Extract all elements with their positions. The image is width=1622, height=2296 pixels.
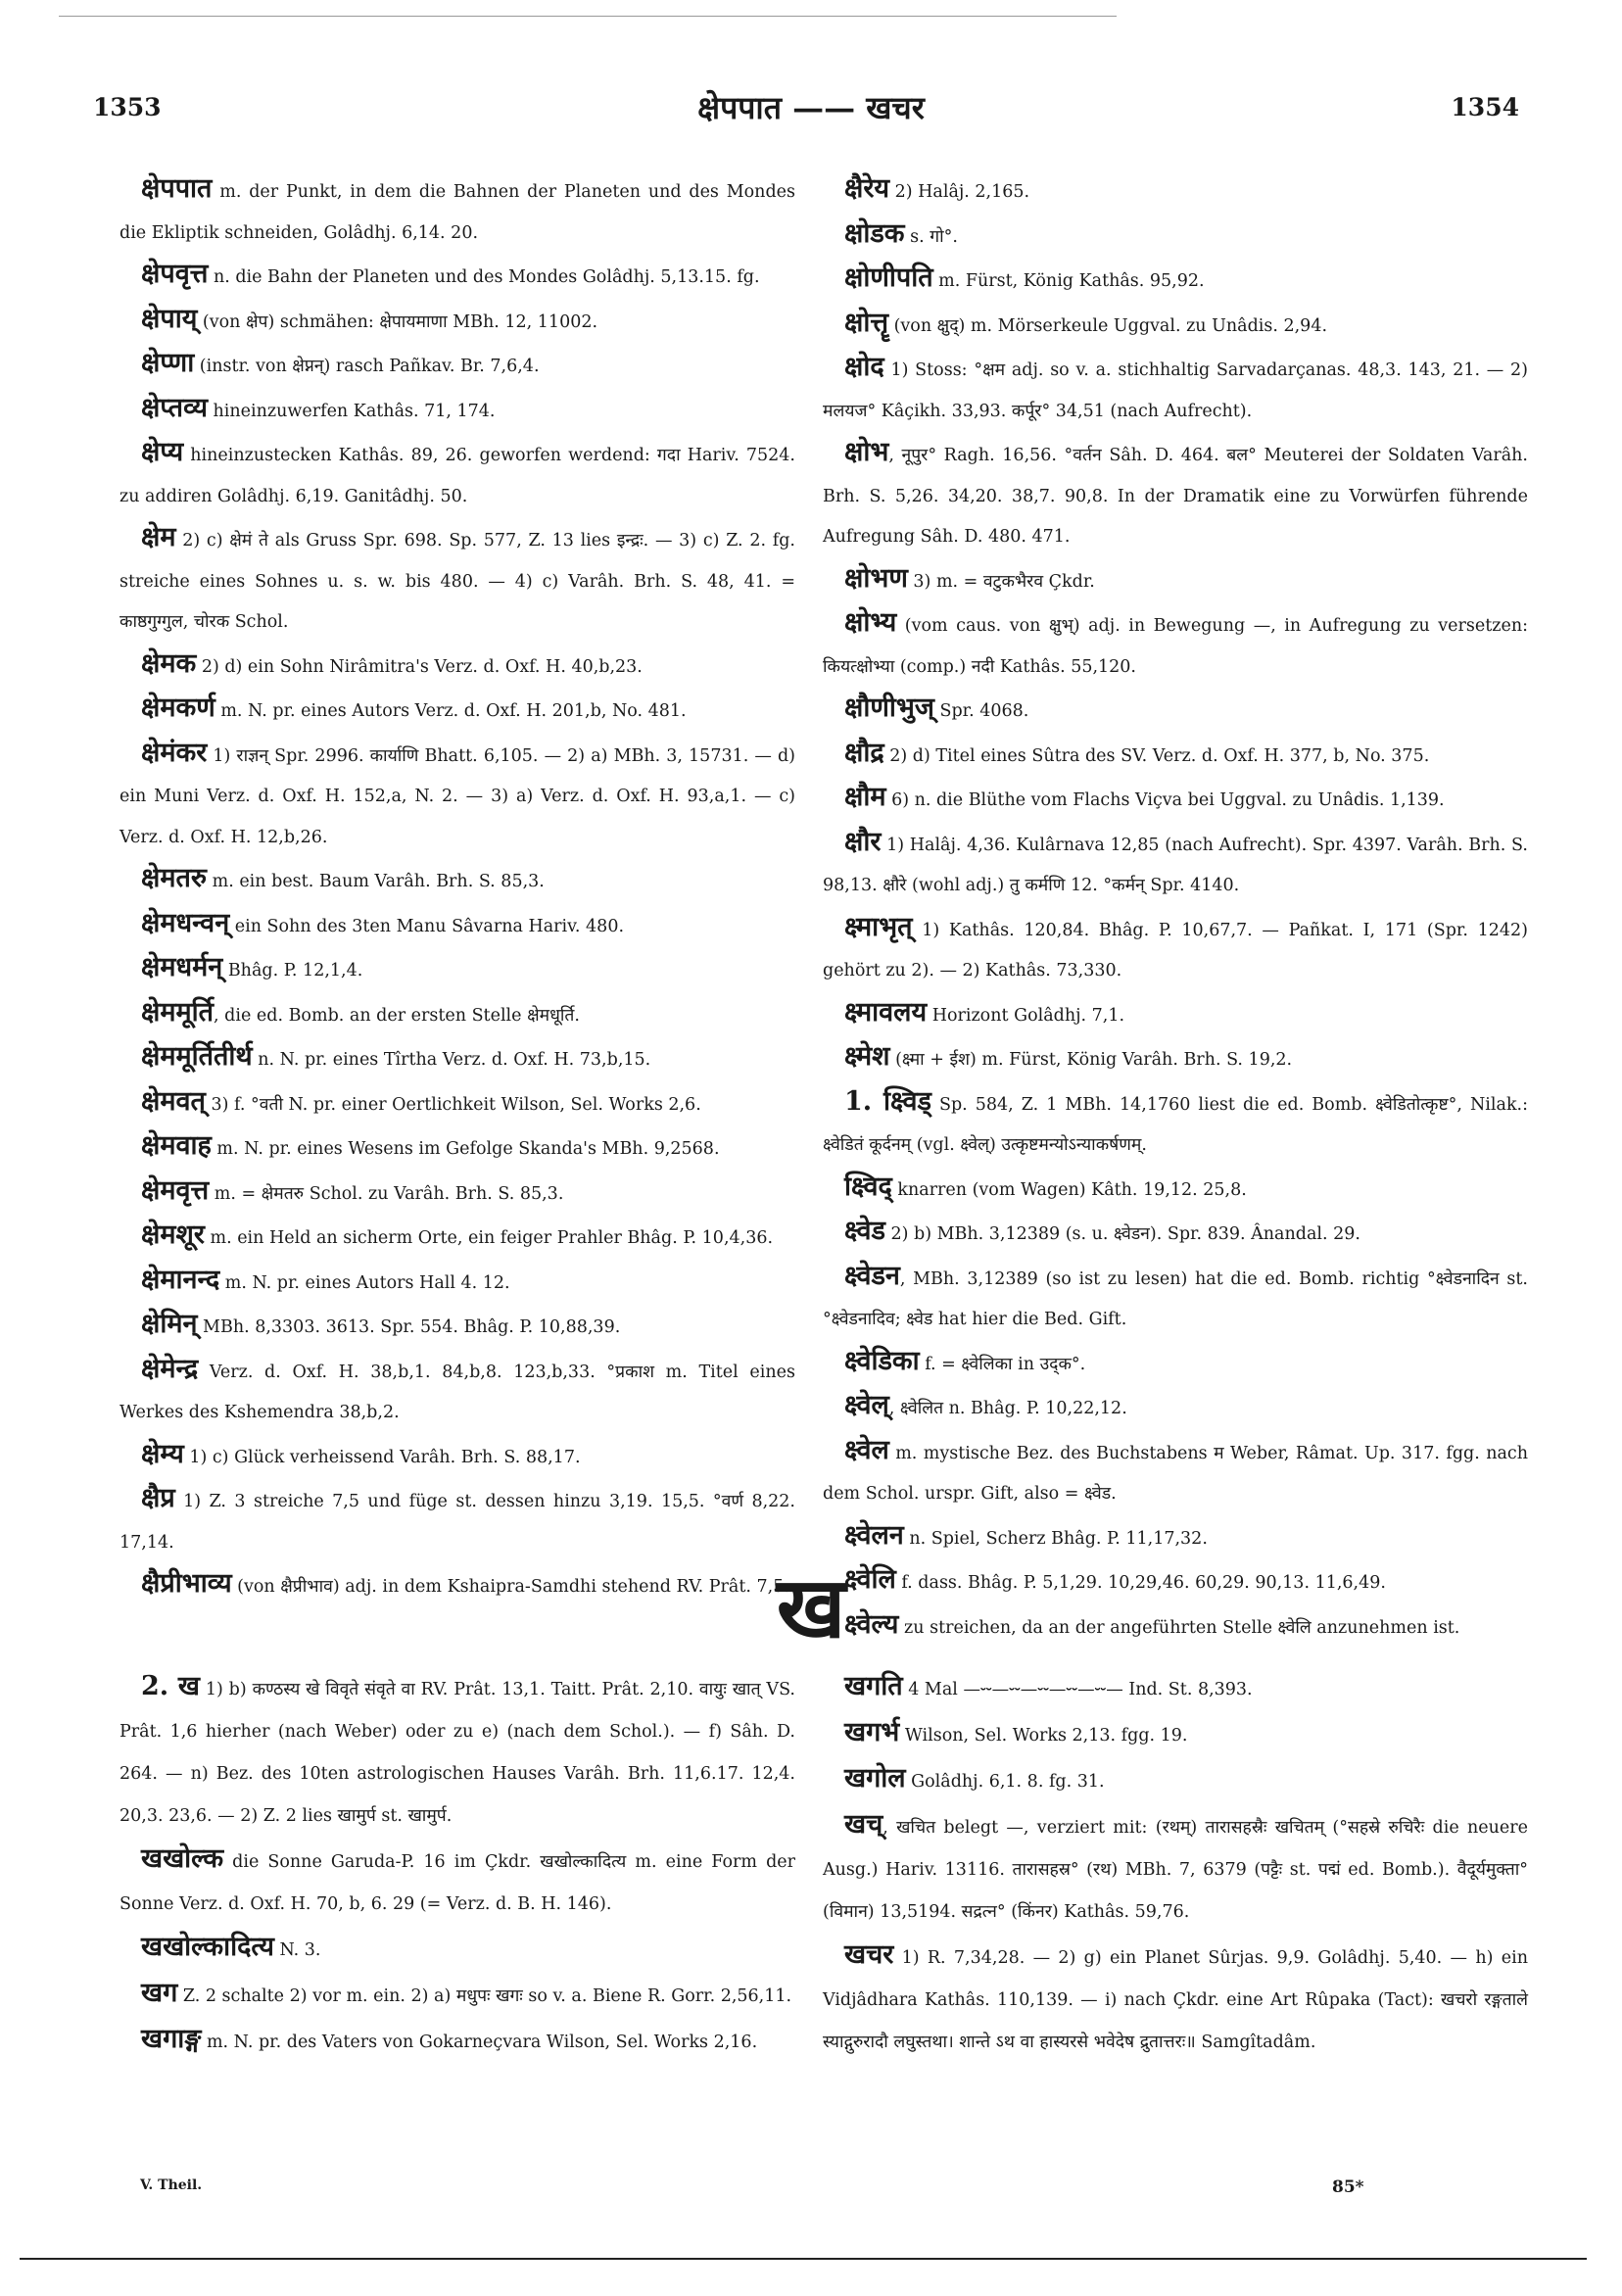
entry-headword: 2. ख xyxy=(141,1671,200,1701)
entry-headword: क्ष्वेल् xyxy=(844,1390,889,1420)
entry-text: m. N. pr. eines Autors Hall 4. 12. xyxy=(219,1272,510,1293)
dictionary-entry xyxy=(119,1665,795,1838)
dictionary-entry xyxy=(823,432,1528,558)
dictionary-entry xyxy=(119,1260,795,1305)
entry-text: (von क्षेप) schmähen: क्षेपायमाणा MBh. 12, 11002. xyxy=(197,311,598,332)
dictionary-entry xyxy=(823,1081,1528,1167)
dictionary-entry xyxy=(823,1341,1528,1386)
dictionary-entry xyxy=(119,1434,795,1479)
entry-headword: खखोल्क xyxy=(141,1843,224,1874)
dictionary-entry xyxy=(119,858,795,903)
entry-text: , MBh. 3,12389 (so ist zu lesen) hat die ed. Bomb. richtig °क्ष्वेडनादिन st. °क्ष्वेडनादिव; क्ष्वेड hat hier die Bed. Gift. xyxy=(823,1268,1528,1329)
entry-text: 2) b) MBh. 3,12389 (s. u. क्ष्वेडन). Spr. 839. Ânandal. 29. xyxy=(884,1224,1360,1244)
page-number-right: 1354 xyxy=(1451,93,1519,121)
entry-headword: क्ष्मेश xyxy=(844,1041,890,1072)
entry-headword: क्ष्वेलन xyxy=(844,1519,904,1551)
entry-text: zu streichen, da an der angeführten Stelle क्ष्वेलि anzunehmen ist. xyxy=(898,1617,1460,1638)
entry-headword: क्षेमवाह xyxy=(141,1130,212,1161)
entry-headword: खच् xyxy=(844,1809,883,1840)
entry-headword: क्षेमशूर xyxy=(141,1220,205,1250)
volume-footer: V. Theil. xyxy=(140,2177,203,2193)
entry-headword: क्षेममूर्तितीर्थ xyxy=(141,1041,253,1072)
dictionary-entry xyxy=(119,1838,795,1926)
entry-headword: क्ष्वेल्य xyxy=(844,1608,899,1640)
entry-headword: क्ष्मावलय xyxy=(844,996,928,1028)
entry-headword: क्षैप्र xyxy=(141,1483,175,1513)
entry-text: m. ein best. Baum Varâh. Brh. S. 85,3. xyxy=(207,872,545,891)
entry-text: Golâdhj. 6,1. 8. fg. 31. xyxy=(905,1772,1105,1792)
entry-text: Bhâg. P. 12,1,4. xyxy=(222,961,363,981)
entry-text: 3) f. °वती N. pr. einer Oertlichkeit Wilson, Sel. Works 2,6. xyxy=(205,1094,701,1115)
section-letter: ख xyxy=(776,1558,846,1657)
entry-text: 1) राज्ञन् Spr. 2996. कार्याणि Bhatt. 6,105. — 2) a) MBh. 3, 15731. — d) ein Muni Verz. d. Oxf. H. 152,a, N. 2. — 3) a) Verz. d. Oxf. H. 93,a,1. — c) Verz. d. Oxf. H. 12,b,26. xyxy=(119,745,795,847)
dictionary-entry xyxy=(823,1934,1528,2064)
entry-text: Verz. d. Oxf. H. 38,b,1. 84,b,8. 123,b,33. °प्रकाश m. Titel eines Werkes des Kshemendra 38,b,2. xyxy=(119,1362,795,1422)
dictionary-entry xyxy=(119,1972,795,2018)
entry-text: m. mystische Bez. des Buchstabens म Weber, Râmat. Up. 317. fgg. nach dem Schol. urspr. Gift, also = क्ष्वेड. xyxy=(823,1443,1528,1504)
dictionary-entry xyxy=(823,303,1528,348)
entry-text: f. dass. Bhâg. P. 5,1,29. 10,29,46. 60,29. 90,13. 11,6,49. xyxy=(895,1573,1386,1593)
entry-headword: खगति xyxy=(844,1671,903,1701)
entry-headword: क्षेम xyxy=(141,522,176,552)
scan-edge-line xyxy=(59,16,1117,17)
entry-text: hineinzustecken Kathâs. 89, 26. geworfen werdend: गदा Hariv. 7524. zu addiren Golâdhj. 6,19. Ganitâdhj. 50. xyxy=(119,446,795,506)
entry-text: m. N. pr. eines Autors Verz. d. Oxf. H. 201,b, No. 481. xyxy=(215,701,687,721)
entry-headword: क्षौम xyxy=(844,782,886,812)
dictionary-entry xyxy=(823,1211,1528,1256)
dictionary-entry xyxy=(823,558,1528,603)
dictionary-entry xyxy=(119,1125,795,1171)
dictionary-entry xyxy=(119,644,795,689)
entry-headword: क्ष्वेड xyxy=(844,1216,885,1246)
entry-text: n. N. pr. eines Tîrtha Verz. d. Oxf. H. 73,b,15. xyxy=(252,1050,651,1070)
column-1 xyxy=(119,168,795,1608)
entry-headword: खग xyxy=(141,1978,178,2008)
entry-text: f. = क्ष्वेलिका in उद्क°. xyxy=(919,1354,1086,1374)
dictionary-entry xyxy=(119,168,795,254)
entry-headword: क्षेमवृत्त xyxy=(141,1174,210,1206)
entry-text: Wilson, Sel. Works 2,13. fgg. 19. xyxy=(899,1726,1188,1746)
dictionary-entry xyxy=(119,299,795,344)
entry-headword: क्षेमेन्द्र xyxy=(141,1353,199,1384)
dictionary-entry xyxy=(823,602,1528,688)
dictionary-entry xyxy=(823,1036,1528,1081)
dictionary-entry xyxy=(119,1036,795,1081)
dictionary-entry xyxy=(823,1757,1528,1803)
dictionary-entry xyxy=(823,907,1528,992)
entry-text: , नूपुर° Ragh. 16,56. °वर्तन Sâh. D. 464. बल° Meuterei der Soldaten Varâh. Brh. S. 5,26. 34,20. 38,7. 90,8. In der Dramatik eine zu Vorwürfen führende Aufregung Sâh. D. 480. 471. xyxy=(823,446,1528,547)
entry-headword: क्षौद्र xyxy=(844,737,884,768)
dictionary-entry xyxy=(119,688,795,733)
entry-headword: क्षेमधर्मन् xyxy=(141,952,223,982)
entry-headword: 1. क्ष्विड् xyxy=(844,1085,931,1117)
entry-text: m. N. pr. eines Wesens im Gefolge Skanda's MBh. 9,2568. xyxy=(211,1139,720,1159)
entry-text: m. = क्षेमतरु Schol. zu Varâh. Brh. S. 85,3. xyxy=(209,1183,564,1204)
entry-headword: क्षौणीभुज् xyxy=(844,693,934,723)
entry-headword: क्षेमंकर xyxy=(141,737,208,768)
entry-headword: क्षोणीपति xyxy=(844,263,933,293)
entry-headword: क्षेपाय् xyxy=(141,303,198,334)
entry-text: ein Sohn des 3ten Manu Sâvarna Hariv. 480. xyxy=(229,916,625,936)
entry-text: 2) c) क्षेमं ते als Gruss Spr. 698. Sp. 577, Z. 13 lies इन्द्रः. — 3) c) Z. 2. fg. streiche eines Sohnes u. s. w. bis 480. — 4) c) Varâh. Brh. S. 48, 41. = काष्ठगुग्गुल, चोरक Schol. xyxy=(119,531,795,632)
entry-headword: क्षोत्तॄ xyxy=(844,307,889,338)
dictionary-entry xyxy=(823,1430,1528,1515)
entry-headword: क्षोभ्य xyxy=(844,607,897,638)
page-title: क्षेपपात —— खचर xyxy=(697,89,925,126)
dictionary-entry xyxy=(119,254,795,299)
entry-text: m. der Punkt, in dem die Bahnen der Planeten und des Mondes die Ekliptik schneiden, Golâdhj. 6,14. 20. xyxy=(119,182,795,243)
dictionary-entry xyxy=(823,1711,1528,1757)
dictionary-entry xyxy=(119,992,795,1037)
entry-text: hineinzuwerfen Kathâs. 71, 174. xyxy=(207,401,496,421)
dictionary-entry xyxy=(823,1167,1528,1212)
entry-text: N. 3. xyxy=(273,1940,321,1960)
entry-headword: खगाङ्ग xyxy=(141,2024,202,2054)
entry-headword: क्षोभण xyxy=(844,562,908,594)
entry-text: Z. 2 schalte 2) vor m. ein. 2) a) मधुपः खगः so v. a. Biene R. Gorr. 2,56,11. xyxy=(177,1986,792,2006)
dictionary-entry xyxy=(823,822,1528,907)
entry-headword: क्षोडक xyxy=(844,217,905,249)
dictionary-entry xyxy=(119,1215,795,1260)
dictionary-entry xyxy=(119,947,795,992)
dictionary-entry xyxy=(823,992,1528,1037)
entry-text: (von क्षैप्रीभाव) adj. in dem Kshaipra-Samdhi stehend RV. Prât. 7,5. xyxy=(231,1577,789,1597)
entry-headword: खगर्भ xyxy=(844,1717,900,1747)
entry-text: 1) Stoss: °क्षम adj. so v. a. stichhaltig Sarvadarçanas. 48,3. 143, 21. — 2) मलयज° Kâçikh. 33,93. कर्पूर° 34,51 (nach Aufrecht). xyxy=(823,360,1528,421)
entry-text: Spr. 4068. xyxy=(933,701,1029,721)
dictionary-entry xyxy=(119,2018,795,2064)
entry-text: n. die Bahn der Planeten und des Mondes Golâdhj. 5,13.15. fg. xyxy=(208,267,760,287)
entry-text: 1) Halâj. 4,36. Kulârnava 12,85 (nach Aufrecht). Spr. 4397. Varâh. Brh. S. 98,13. क्षौरे (wohl adj.) तु कर्मणि 12. °कर्मन् Spr. 4140. xyxy=(823,835,1528,895)
dictionary-entry xyxy=(119,1304,795,1349)
entry-headword: क्षेप्णा xyxy=(141,348,195,378)
entry-text: m. N. pr. des Vaters von Gokarneçvara Wilson, Sel. Works 2,16. xyxy=(201,2033,758,2052)
entry-headword: क्षैप्रीभाव्य xyxy=(141,1568,232,1599)
dictionary-entry xyxy=(119,1926,795,1972)
dictionary-entry xyxy=(119,517,795,644)
entry-headword: क्ष्माभृत् xyxy=(844,911,913,942)
dictionary-entry xyxy=(823,777,1528,822)
entry-headword: क्ष्वेलि xyxy=(844,1564,896,1595)
bottom-rule xyxy=(20,2258,1587,2260)
entry-headword: क्षेमवत् xyxy=(141,1085,206,1117)
entry-text: 6) n. die Blüthe vom Flachs Viçva bei Uggval. zu Unâdis. 1,139. xyxy=(885,790,1445,810)
entry-headword: क्षेम्य xyxy=(141,1438,184,1469)
entry-headword: क्षेप्तव्य xyxy=(141,392,208,423)
entry-headword: क्षौर xyxy=(844,826,882,857)
entry-headword: क्षेमक xyxy=(141,647,197,679)
dictionary-entry xyxy=(823,168,1528,214)
entry-text: (von क्षुद्) m. Mörserkeule Uggval. zu Unâdis. 2,94. xyxy=(888,315,1328,336)
dictionary-entry xyxy=(119,733,795,859)
entry-text: , die ed. Bomb. an der ersten Stelle क्षेमधूर्ति. xyxy=(214,1005,580,1026)
entry-headword: क्ष्वेल xyxy=(844,1434,889,1465)
dictionary-entry xyxy=(823,1665,1528,1711)
dictionary-entry xyxy=(119,1081,795,1126)
dictionary-entry xyxy=(823,733,1528,778)
entry-text: 1) c) Glück verheissend Varâh. Brh. S. 88,17. xyxy=(183,1447,581,1467)
entry-text: 1) Kathâs. 120,84. Bhâg. P. 10,67,7. — Pañkat. I, 171 (Spr. 1242) gehört zu 2). — 2) Kathâs. 73,330. xyxy=(823,920,1528,981)
entry-text: (vom caus. von क्षुभ्) adj. in Bewegung —, in Aufregung zu versetzen: कियत्क्षोभ्या (comp.) नदी Kathâs. 55,120. xyxy=(823,616,1528,677)
entry-text: , खचित belegt —, verziert mit: (रथम्) तारासहस्रैः खचितम् (°सहस्रे रुचिरैः die neuere Ausg.) Hariv. 13116. तारासहस्र° (रथ) MBh. 7, 6379 (पट्टैः st. पद्मं ed. Bomb.). वैदूर्यमुक्ता° (विमान) 13,5194. सद्रत्न° (किंनर) Kathâs. 59,76. xyxy=(823,1818,1528,1922)
dictionary-entry xyxy=(823,1803,1528,1934)
entry-headword: क्षेमानन्द xyxy=(141,1264,220,1295)
column-3 xyxy=(119,1665,795,2064)
entry-text: 3) m. = वटुकभैरव Çkdr. xyxy=(907,571,1095,592)
entry-headword: क्षोभ xyxy=(844,437,889,467)
page-number-left: 1353 xyxy=(93,93,162,121)
entry-headword: खचर xyxy=(844,1939,894,1970)
column-2 xyxy=(823,168,1528,1649)
entry-text: Sp. 584, Z. 1 MBh. 14,1760 liest die ed. Bomb. क्ष्वेडितोत्कृष्ट°, Nilak.: क्ष्वेडितं कूर्दनम् (vgl. क्ष्वेल्) उत्कृष्टमन्योऽन्याकर्षणम्. xyxy=(823,1094,1529,1155)
entry-text: s. गो°. xyxy=(904,226,958,247)
entry-text: (क्ष्मा + ईश) m. Fürst, König Varâh. Brh. S. 19,2. xyxy=(889,1050,1293,1070)
entry-headword: क्ष्वेडिका xyxy=(844,1345,920,1376)
dictionary-entry xyxy=(119,343,795,388)
entry-headword: क्षेपपात xyxy=(141,173,213,204)
entry-text: n. Spiel, Scherz Bhâg. P. 11,17,32. xyxy=(903,1528,1208,1549)
entry-text: Horizont Golâdhj. 7,1. xyxy=(927,1005,1125,1026)
entry-text: 1) Z. 3 streiche 7,5 und füge st. dessen hinzu 3,19. 15,5. °वर्ण 8,22. 17,14. xyxy=(119,1492,795,1553)
entry-text: 2) d) Titel eines Sûtra des SV. Verz. d. Oxf. H. 377, b, No. 375. xyxy=(883,745,1430,766)
entry-headword: क्षेप्य xyxy=(141,437,184,467)
column-4 xyxy=(823,1665,1528,2064)
dictionary-entry xyxy=(823,258,1528,303)
dictionary-entry xyxy=(119,1349,795,1434)
entry-headword: क्षेपवृत्त xyxy=(141,259,209,289)
entry-headword: खगोल xyxy=(844,1763,906,1794)
entry-text: 4 Mal —⏑⏑—⏑⏑—⏑⏑—⏑⏑—⏑⏑— Ind. St. 8,393. xyxy=(902,1680,1253,1699)
entry-text: m. Fürst, König Kathâs. 95,92. xyxy=(932,271,1205,291)
dictionary-entry xyxy=(823,1256,1528,1341)
dictionary-entry xyxy=(119,1171,795,1216)
entry-headword: खखोल्कादित्य xyxy=(141,1932,274,1962)
entry-headword: क्षेममूर्ति xyxy=(141,996,215,1028)
entry-headword: क्ष्वेडन xyxy=(844,1260,900,1291)
entry-text: 2) Halâj. 2,165. xyxy=(889,182,1030,202)
entry-text: knarren (vom Wagen) Kâth. 19,12. 25,8. xyxy=(891,1179,1247,1200)
entry-text: die Sonne Garuda-P. 16 im Çkdr. खखोल्कादित्य m. eine Form der Sonne Verz. d. Oxf. H. 70, b, 6. 29 (= Verz. d. B. H. 146). xyxy=(119,1852,795,1914)
entry-headword: क्षेमकर्ण xyxy=(141,693,215,723)
dictionary-entry xyxy=(823,1385,1528,1430)
dictionary-entry xyxy=(119,903,795,948)
entry-text: m. ein Held an sicherm Orte, ein feiger Prahler Bhâg. P. 10,4,36. xyxy=(204,1228,774,1248)
entry-text: 2) d) ein Sohn Nirâmitra's Verz. d. Oxf. H. 40,b,23. xyxy=(196,656,643,677)
entry-text: 1) R. 7,34,28. — 2) g) ein Planet Sûrjas. 9,9. Golâdhj. 5,40. — h) ein Vidjâdhara Kathâs. 110,139. — i) nach Çkdr. eine Art Rûpaka (Tact): खचरो रङ्गताले स्याद्गुरुरादौ लघुस्तथा। शान्ते ऽथ वा हास्यरसे भवेदेष द्रुतात्तरः॥ Samgîtadâm. xyxy=(823,1948,1528,2052)
entry-text: 1) b) कण्ठस्य खे विवृते संवृते वा RV. Prât. 13,1. Taitt. Prât. 2,10. वायुः खात् VS. Prât. 1,6 hierher (nach Weber) oder zu e) (nach dem Schol.). — f) Sâh. D. 264. — n) Bez. des 10ten astrologischen Hauses Varâh. Brh. 11,6.17. 12,4. 20,3. 23,6. — 2) Z. 2 lies खामुर्प st. खामुर्प. xyxy=(119,1680,795,1826)
dictionary-entry xyxy=(823,214,1528,259)
entry-headword: क्षेमधन्वन् xyxy=(141,907,230,938)
signature-mark: 85* xyxy=(1332,2177,1364,2197)
entry-headword: क्ष्विद् xyxy=(844,1171,892,1202)
entry-text: (instr. von क्षेप्नन्) rasch Pañkav. Br. 7,6,4. xyxy=(194,357,540,376)
entry-headword: क्षेमतरु xyxy=(141,863,208,893)
dictionary-entry xyxy=(119,432,795,517)
entry-headword: क्षेमिन् xyxy=(141,1309,198,1339)
dictionary-entry xyxy=(823,347,1528,432)
entry-headword: क्षैरेय xyxy=(844,173,890,204)
entry-text: MBh. 8,3303. 3613. Spr. 554. Bhâg. P. 10,88,39. xyxy=(197,1317,621,1337)
entry-text: , क्ष्वेलित n. Bhâg. P. 10,22,12. xyxy=(888,1399,1127,1418)
entry-headword: क्षोद xyxy=(844,352,884,382)
dictionary-entry xyxy=(119,388,795,433)
dictionary-entry xyxy=(823,688,1528,733)
